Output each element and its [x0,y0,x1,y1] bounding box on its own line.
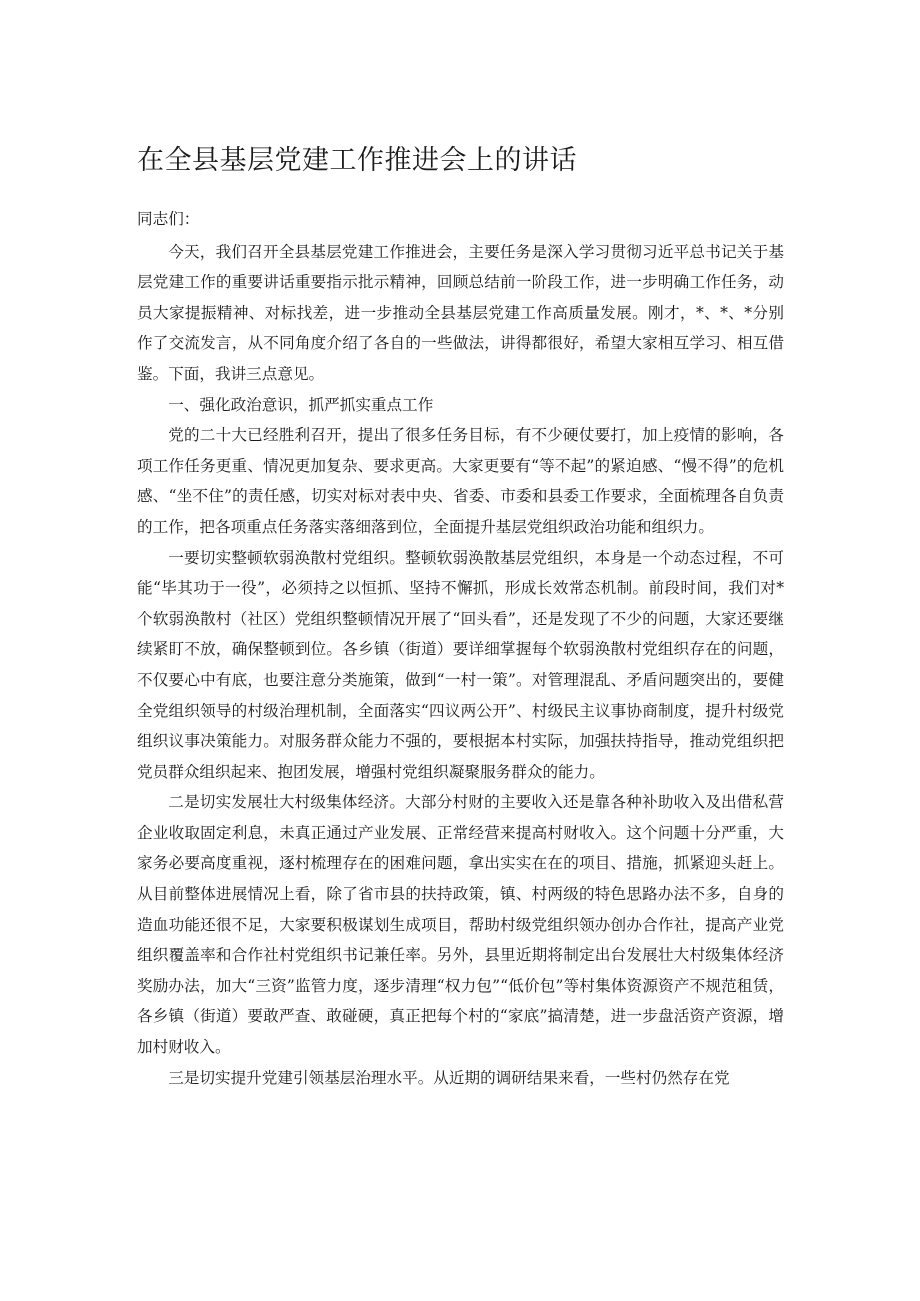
paragraph-intro: 今天，我们召开全县基层党建工作推进会，主要任务是深入学习贯彻习近平总书记关于基层党建工作的重要讲话重要指示批示精神，回顾总结前一阶段工作，进一步明确工作任务，动员大家提振精神、对标找差，进一步推动全县基层党建工作高质量发展。刚才，*、*、*分别作了交流发言，从不同角度介绍了各自的一些做法，讲得都很好，希望大家相互学习、相互借鉴。下面，我讲三点意见。 [137,242,784,383]
salutation: 同志们： [137,210,200,228]
section-heading-1: 一、强化政治意识，抓严抓实重点工作 [168,395,434,414]
paragraph-point-2: 二是切实发展壮大村级集体经济。大部分村财的主要收入还是靠各种补助收入及出借私营企业收取固定利息，未真正通过产业发展、正常经营来提高村财收入。这个问题十分严重，大家务必要高度重视，逐村梳理存在的困难问题，拿出实实在在的项目、措施，抓紧迎头赶上。从目前整体进展情况上看，除了省市县的扶持政策，镇、村两级的特色思路办法不多，自身的造血功能还很不足，大家要积极谋划生成项目，帮助村级党组织领办创办合作社，提高产业党组织覆盖率和合作社村党组织书记兼任率。另外，县里近期将制定出台发展壮大村级集体经济奖励办法，加大“三资”监管力度，逐步清理“权力包”“低价包”等村集体资源资产不规范租赁，各乡镇（街道）要敢严查、敢碰硬，真正把每个村的“家底”搞清楚，进一步盘活资产资源，增加村财收入。 [137,793,784,1057]
paragraph-point-1: 一要切实整顿软弱涣散村党组织。整顿软弱涣散基层党组织，本身是一个动态过程，不可能“毕其功于一役”，必须持之以恒抓、坚持不懈抓，形成长效常态机制。前段时间，我们对*个软弱涣散村（社区）党组织整顿情况开展了“回头看”，还是发现了不少的问题，大家还要继续紧盯不放，确保整顿到位。各乡镇（街道）要详细掌握每个软弱涣散村党组织存在的问题，不仅要心中有底，也要注意分类施策，做到“一村一策”。对管理混乱、矛盾问题突出的，要健全党组织领导的村级治理机制，全面落实“四议两公开”、村级民主议事协商制度，提升村级党组织议事决策能力。对服务群众能力不强的，要根据本村实际，加强扶持指导，推动党组织把党员群众组织起来、抱团发展，增强村党组织凝聚服务群众的能力。 [137,548,784,781]
document-body [137,204,784,1093]
paragraph-section-1-overview: 党的二十大已经胜利召开，提出了很多任务目标，有不少硬仗要打，加上疫情的影响，各项工作任务更重、情况更加复杂、要求更高。大家更要有“等不起”的紧迫感、“慢不得”的危机感、“坐不住”的责任感，切实对标对表中央、省委、市委和县委工作要求，全面梳理各自负责的工作，把各项重点任务落实落细落到位，全面提升基层党组织政治功能和组织力。 [137,426,784,536]
paragraph-point-3: 三是切实提升党建引领基层治理水平。从近期的调研结果来看，一些村仍然存在党 [168,1068,730,1087]
page-title: 在全县基层党建工作推进会上的讲话 [137,145,577,176]
